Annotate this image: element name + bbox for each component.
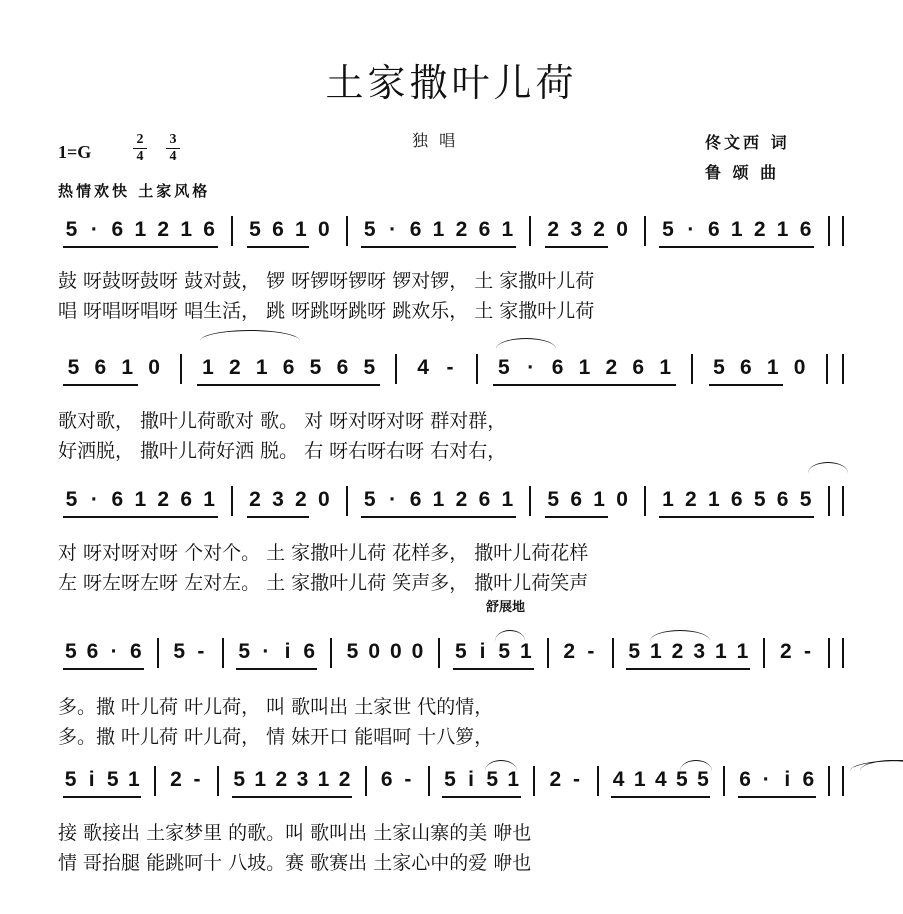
bar-line: [691, 354, 693, 384]
bar-line: [438, 638, 440, 668]
note: 1: [659, 356, 672, 379]
lyric-line-2: 好洒脱， 撒叶儿荷好洒 脱。 右 呀右呀右呀 右对右，: [58, 440, 507, 462]
note: 0: [616, 218, 628, 241]
note: 5: [363, 488, 376, 511]
note: 1: [776, 218, 789, 241]
note: 1: [501, 488, 514, 511]
note: 2: [779, 640, 792, 663]
lyric-line-2: 左 呀左呀左呀 左对左。 土 家撒叶儿荷 笑声多， 撒叶儿荷笑声: [58, 572, 589, 594]
note: 6: [478, 488, 491, 511]
note: 1: [134, 218, 147, 241]
beam-line: [709, 384, 784, 386]
note: 2: [753, 218, 766, 241]
note: 4: [612, 768, 625, 791]
note: 2: [455, 218, 468, 241]
lyricist-credit: 佟文西 词: [705, 133, 790, 152]
note: 1: [507, 768, 520, 791]
note: 5: [65, 218, 78, 241]
note: 5: [64, 768, 77, 791]
beam-line: [197, 384, 379, 386]
note: 5: [454, 640, 467, 663]
note: 2: [157, 488, 170, 511]
note: 6: [86, 640, 99, 663]
note: 6: [336, 356, 349, 379]
note: 2: [275, 768, 288, 791]
note: 1: [202, 356, 214, 379]
note: ·: [90, 218, 98, 241]
note: 3: [693, 640, 705, 663]
note: 2: [671, 640, 684, 663]
note: 6: [739, 768, 751, 791]
composer-credit: 鲁 颂 曲: [705, 163, 780, 182]
bar-line: [828, 216, 830, 246]
note: ·: [389, 218, 397, 241]
note: 6: [730, 488, 743, 511]
lyric-line-2: 多。撒 叶儿荷 叶儿荷， 情 妹开口 能唱呵 十八箩，: [58, 726, 494, 748]
note: 6: [111, 218, 124, 241]
bar-line: [842, 766, 844, 796]
note: 6: [303, 640, 315, 663]
note: 5: [65, 488, 78, 511]
note: 1: [432, 218, 445, 241]
note: 0: [368, 640, 380, 663]
tempo-marking: 舒展地: [486, 600, 526, 615]
slur-mark: [650, 630, 710, 641]
note: 5: [363, 356, 376, 379]
note: -: [587, 640, 595, 663]
note: 6: [272, 218, 284, 241]
note: 6: [111, 488, 124, 511]
time-signature-3-4: $\frac{3}{4}$: [166, 132, 180, 165]
bar-line: [644, 486, 646, 516]
note: 1: [766, 356, 779, 379]
note: 6: [802, 768, 815, 791]
note: 6: [707, 218, 720, 241]
slur-mark: [495, 630, 525, 641]
note: 5: [444, 768, 456, 791]
beam-line: [247, 516, 310, 518]
bar-line: [612, 638, 614, 668]
performance-form: 独 唱: [412, 131, 459, 150]
note: -: [197, 640, 205, 663]
bar-line: [180, 354, 182, 384]
note: 2: [547, 218, 560, 241]
beam-line: [361, 246, 516, 248]
note: 3: [272, 488, 284, 511]
note: 1: [255, 356, 268, 379]
note: 5: [799, 488, 812, 511]
note: -: [193, 768, 201, 791]
note: ·: [527, 356, 535, 379]
slur-mark: [200, 330, 300, 341]
note: 6: [203, 218, 215, 241]
note: 5: [238, 640, 250, 663]
note: 5: [106, 768, 119, 791]
lyric-line-1: 接 歌接出 土家梦里 的歌。叫 歌叫出 土家山寨的美 咿也: [58, 822, 532, 844]
note: 1: [501, 218, 514, 241]
beam-line: [611, 796, 710, 798]
note: 5: [64, 640, 77, 663]
bar-line: [533, 766, 535, 796]
slur-mark: [496, 338, 556, 349]
style-marking: 热情欢快 土家风格: [58, 182, 211, 200]
note: -: [804, 640, 811, 663]
note: 6: [282, 356, 295, 379]
note: 0: [148, 356, 160, 379]
note: 1: [127, 768, 140, 791]
note: 5: [233, 768, 246, 791]
note: 5: [676, 768, 688, 791]
beam-line: [545, 246, 608, 248]
beam-line: [545, 516, 608, 518]
note: 2: [228, 356, 241, 379]
note: 5: [628, 640, 640, 663]
note: 5: [67, 356, 80, 379]
note: 0: [317, 488, 330, 511]
note: 6: [799, 218, 812, 241]
note: 0: [793, 356, 806, 379]
note: 1: [714, 640, 727, 663]
note: 5: [713, 356, 725, 379]
note: ·: [687, 218, 695, 241]
beam-line: [442, 796, 520, 798]
bar-line: [763, 638, 765, 668]
note: i: [468, 768, 474, 791]
note: -: [404, 768, 412, 791]
bar-line: [597, 766, 599, 796]
bar-line: [529, 486, 531, 516]
slur-mark: [808, 462, 848, 473]
bar-line: [547, 638, 549, 668]
bar-line: [842, 486, 844, 516]
bar-line: [231, 216, 233, 246]
note: 0: [317, 218, 330, 241]
note: -: [446, 356, 454, 379]
note: 6: [380, 768, 393, 791]
note: 5: [497, 356, 510, 379]
note: 0: [389, 640, 402, 663]
beam-line: [63, 384, 138, 386]
lyric-line-2: 情 哥抬腿 能跳呵十 八坡。赛 歌赛出 土家心中的爱 咿也: [58, 852, 532, 874]
bar-line: [346, 486, 348, 516]
beam-line: [659, 516, 814, 518]
bar-line: [723, 766, 725, 796]
note: 1: [649, 640, 662, 663]
lyric-line-1: 对 呀对呀对呀 个对个。 土 家撒叶儿荷 花样多， 撒叶儿荷花样: [58, 542, 589, 564]
notation-line: [0, 212, 903, 248]
note: 1: [295, 218, 307, 241]
note: 2: [338, 768, 351, 791]
note: 6: [129, 640, 142, 663]
note: 2: [455, 488, 468, 511]
note: 1: [134, 488, 147, 511]
note: 6: [570, 488, 583, 511]
note: 1: [633, 768, 646, 791]
note: 1: [121, 356, 134, 379]
time-signature-2-4: $\frac{2}{4}$: [133, 132, 147, 165]
bar-line: [365, 766, 367, 796]
note: 1: [593, 488, 605, 511]
beam-line: [236, 668, 317, 670]
key-signature: 1=G: [58, 142, 92, 162]
note: ·: [110, 640, 118, 663]
note: ·: [762, 768, 770, 791]
note: 6: [180, 488, 193, 511]
beam-line: [493, 384, 675, 386]
bar-line: [395, 354, 397, 384]
beam-line: [361, 516, 516, 518]
note: i: [284, 640, 291, 663]
bar-line: [828, 766, 830, 796]
note: 2: [549, 768, 562, 791]
note: 1: [519, 640, 532, 663]
note: 5: [249, 218, 261, 241]
note: 2: [170, 768, 182, 791]
lyric-line-1: 歌对歌， 撒叶儿荷歌对 歌。 对 呀对呀对呀 群对群，: [58, 410, 507, 432]
bar-line: [476, 354, 478, 384]
beam-line: [232, 796, 352, 798]
note: 1: [317, 768, 330, 791]
note: i: [784, 768, 791, 791]
note: 5: [173, 640, 185, 663]
beam-line: [738, 796, 816, 798]
bar-line: [428, 766, 430, 796]
note: 6: [478, 218, 491, 241]
note: 4: [417, 356, 429, 379]
note: 1: [203, 488, 215, 511]
beam-line: [63, 796, 141, 798]
note: 1: [707, 488, 720, 511]
note: 0: [411, 640, 424, 663]
note: 2: [593, 218, 605, 241]
note: 1: [578, 356, 591, 379]
note: 2: [249, 488, 261, 511]
note: 5: [697, 768, 709, 791]
lyric-line-1: 鼓 呀鼓呀鼓呀 鼓对鼓， 锣 呀锣呀锣呀 锣对锣， 土 家撒叶儿荷: [58, 270, 595, 292]
note: -: [572, 768, 580, 791]
beam-line: [247, 246, 310, 248]
bar-line: [529, 216, 531, 246]
note: 5: [498, 640, 510, 663]
bar-line: [157, 638, 159, 668]
note: 2: [295, 488, 307, 511]
note: 2: [685, 488, 697, 511]
bar-line: [346, 216, 348, 246]
note: 1: [730, 218, 743, 241]
bar-line: [330, 638, 332, 668]
note: i: [88, 768, 95, 791]
bar-line: [217, 766, 219, 796]
note: 6: [94, 356, 107, 379]
note: 2: [563, 640, 575, 663]
beam-line: [63, 246, 218, 248]
note: 6: [551, 356, 564, 379]
note: 2: [605, 356, 618, 379]
beam-line: [63, 516, 218, 518]
notation-line: [0, 482, 903, 518]
lyric-line-2: 唱 呀唱呀唱呀 唱生活， 跳 呀跳呀跳呀 跳欢乐， 土 家撒叶儿荷: [58, 300, 595, 322]
note: ·: [262, 640, 270, 663]
bar-line: [154, 766, 156, 796]
note: 3: [296, 768, 309, 791]
bar-line: [826, 354, 828, 384]
note: 1: [180, 218, 193, 241]
bar-line: [828, 638, 830, 668]
note: 1: [254, 768, 267, 791]
note: 5: [346, 640, 359, 663]
note: 5: [363, 218, 376, 241]
note: i: [479, 640, 486, 663]
note: 1: [432, 488, 445, 511]
notation-line: [0, 762, 903, 798]
lyric-line-1: 多。撒 叶儿荷 叶儿荷， 叫 歌叫出 土家世 代的情，: [58, 696, 494, 718]
note: 1: [736, 640, 749, 663]
bar-line: [842, 216, 844, 246]
note: 5: [547, 488, 560, 511]
note: 0: [616, 488, 628, 511]
beam-line: [453, 668, 534, 670]
beam-line: [626, 668, 750, 670]
notation-line: [0, 350, 903, 386]
song-title: 土家撒叶儿荷: [325, 61, 578, 105]
bar-line: [842, 354, 844, 384]
note: 5: [309, 356, 322, 379]
note: 6: [632, 356, 645, 379]
note: 6: [409, 218, 422, 241]
bar-line: [828, 486, 830, 516]
note: 5: [753, 488, 766, 511]
note: ·: [389, 488, 397, 511]
note: 6: [409, 488, 422, 511]
notation-line: [0, 634, 903, 670]
note: 1: [662, 488, 674, 511]
beam-line: [659, 246, 814, 248]
bar-line: [222, 638, 224, 668]
beam-line: [63, 668, 144, 670]
bar-line: [231, 486, 233, 516]
note: 6: [740, 356, 752, 379]
note: 5: [486, 768, 498, 791]
note: ·: [90, 488, 98, 511]
note: 4: [654, 768, 667, 791]
note: 3: [570, 218, 583, 241]
note: 6: [776, 488, 789, 511]
note: 2: [157, 218, 170, 241]
bar-line: [842, 638, 844, 668]
note: 5: [662, 218, 674, 241]
bar-line: [644, 216, 646, 246]
